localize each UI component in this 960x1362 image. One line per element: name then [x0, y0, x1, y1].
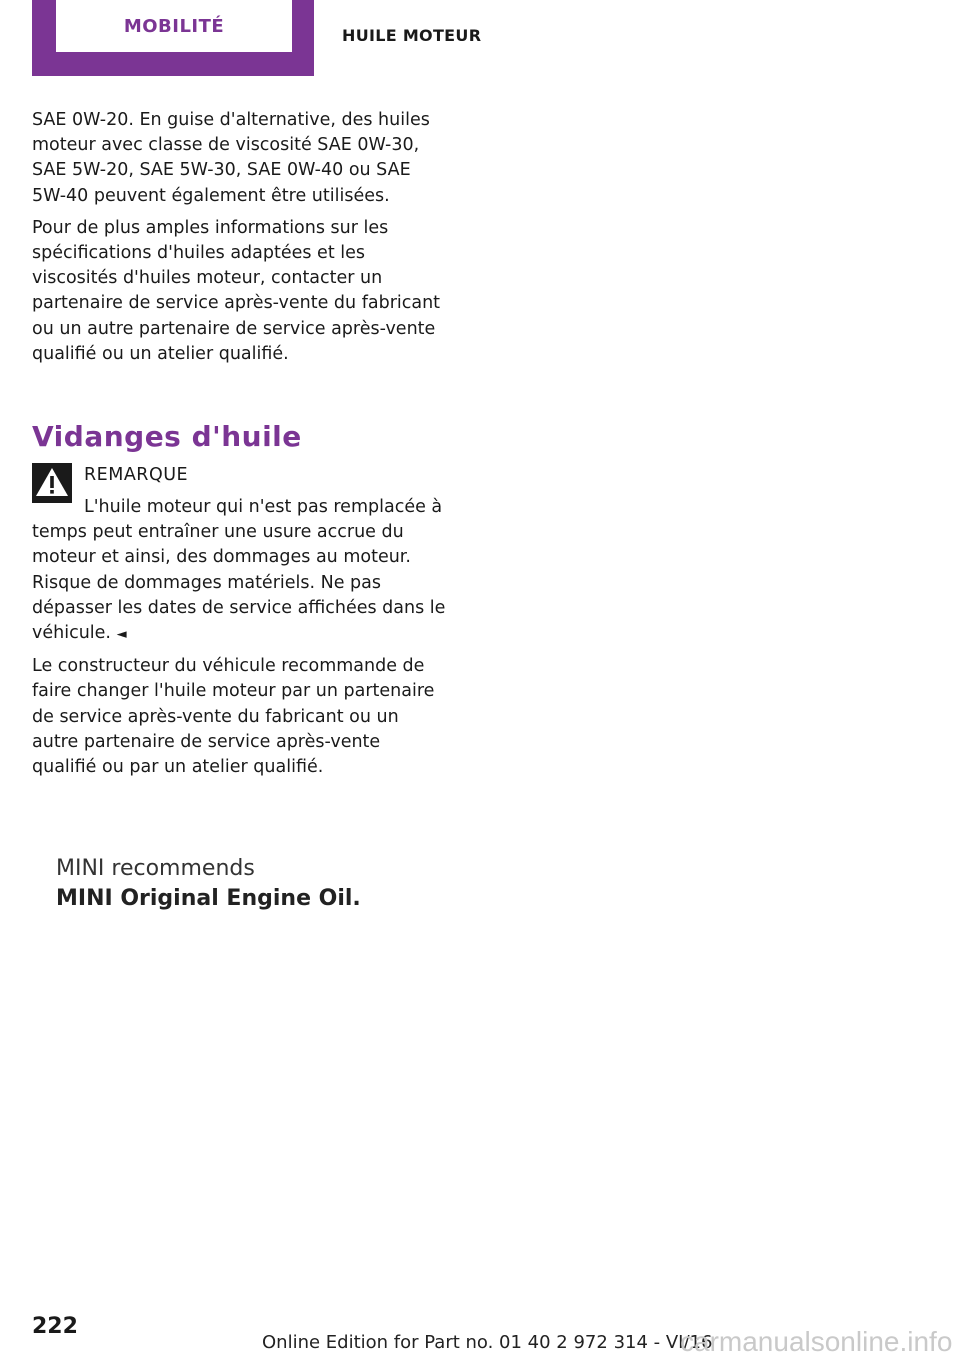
chapter-tab-label: MOBILITÉ	[123, 15, 225, 37]
edition-note: Online Edition for Part no. 01 40 2 972 314 - VI/16	[262, 1332, 713, 1353]
warning-block	[32, 463, 450, 647]
warning-title: REMARQUE	[84, 465, 189, 486]
warning-text-container	[32, 495, 450, 647]
main-column	[32, 108, 450, 787]
chapter-tab-inner	[56, 0, 292, 52]
section-title: HUILE MOTEUR	[342, 26, 482, 45]
end-mark-icon: ◄	[116, 627, 127, 643]
section-heading: Vidanges d'huile	[32, 420, 302, 454]
chapter-tab	[32, 0, 314, 76]
warning-triangle-icon	[32, 463, 72, 503]
paragraph-recommendation: Le constructeur du véhicule recommande de faire changer l'huile moteur par un partenaire de service après-vente du fabricant ou un autre partenaire de service après-vente qualifié ou par un atelier qualifié.	[32, 656, 435, 778]
watermark: carmanualsonline.info	[680, 1326, 953, 1357]
paragraph-specifications: Pour de plus amples informations sur les spécifications d'huiles adaptées et les viscosités d'huiles moteur, contacter un partenaire de service après-vente du fabricant ou un autre partenaire de service après-vente qualifié ou un atelier qualifié.	[32, 217, 441, 364]
paragraph-viscosity: SAE 0W-20. En guise d'alternative, des huiles moteur avec classe de viscosité SAE 0W-30, SAE 5W-20, SAE 5W-30, SAE 0W-40 ou SAE 5W-40 peuvent également être utilisées.	[32, 110, 430, 206]
warning-text: L'huile moteur qui n'est pas remplacée à temps peut entraîner une usure accrue du moteur et ainsi, des dommages au moteur. Risque de dommages matériels. Ne pas dépasser les dates de service affichées dans le véhicule.	[32, 497, 446, 644]
advert-line-1: MINI recommends	[56, 856, 255, 881]
oil-advert	[56, 854, 361, 914]
page-number: 222	[32, 1314, 78, 1339]
advert-line-2: MINI Original Engine Oil.	[56, 886, 361, 911]
